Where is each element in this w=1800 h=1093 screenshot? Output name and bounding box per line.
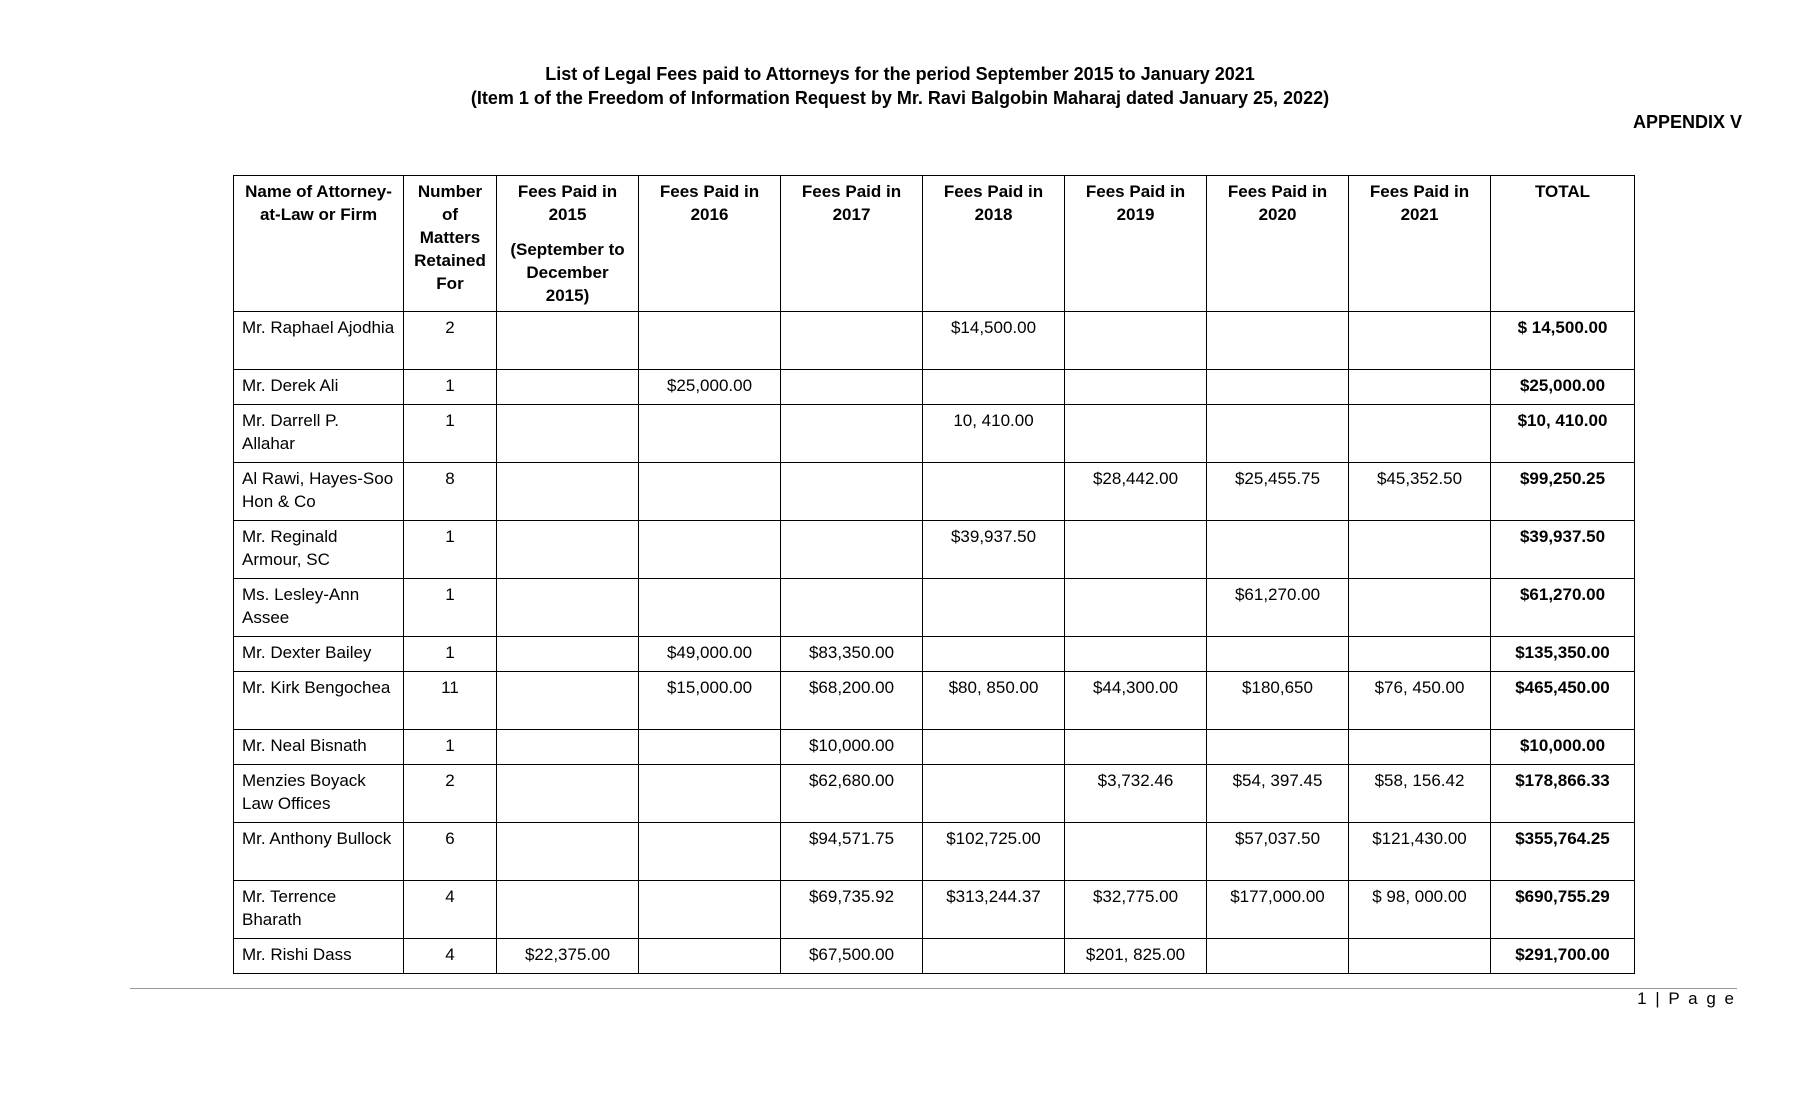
- cell-matters: 1: [404, 730, 497, 765]
- cell-matters: 2: [404, 765, 497, 823]
- table-row: [234, 521, 1635, 579]
- cell-fees-2017: [781, 370, 923, 405]
- cell-fees-2021: $45,352.50: [1349, 463, 1491, 521]
- header-total: TOTAL: [1491, 176, 1635, 312]
- table-body: [234, 312, 1635, 974]
- cell-total: $355,764.25: [1491, 823, 1635, 881]
- cell-name: Mr. Darrell P. Allahar: [234, 405, 404, 463]
- cell-fees-2017: [781, 312, 923, 370]
- cell-fees-2016: $49,000.00: [639, 637, 781, 672]
- cell-fees-2019: $32,775.00: [1065, 881, 1207, 939]
- cell-name: Mr. Derek Ali: [234, 370, 404, 405]
- table-row: [234, 463, 1635, 521]
- cell-fees-2015: [497, 637, 639, 672]
- cell-fees-2019: [1065, 370, 1207, 405]
- cell-fees-2015: [497, 405, 639, 463]
- cell-fees-2020: $57,037.50: [1207, 823, 1349, 881]
- cell-total: $178,866.33: [1491, 765, 1635, 823]
- table-row: [234, 765, 1635, 823]
- header-2018: Fees Paid in 2018: [923, 176, 1065, 312]
- header-2017: Fees Paid in 2017: [781, 176, 923, 312]
- cell-fees-2019: [1065, 823, 1207, 881]
- cell-fees-2016: [639, 521, 781, 579]
- cell-fees-2016: [639, 405, 781, 463]
- cell-fees-2021: $58, 156.42: [1349, 765, 1491, 823]
- cell-fees-2017: $94,571.75: [781, 823, 923, 881]
- table-row: [234, 823, 1635, 881]
- cell-fees-2018: 10, 410.00: [923, 405, 1065, 463]
- cell-fees-2021: [1349, 579, 1491, 637]
- cell-fees-2019: [1065, 521, 1207, 579]
- cell-fees-2021: [1349, 405, 1491, 463]
- cell-name: Mr. Rishi Dass: [234, 939, 404, 974]
- cell-fees-2015: [497, 730, 639, 765]
- table-row: [234, 730, 1635, 765]
- cell-fees-2021: [1349, 521, 1491, 579]
- cell-fees-2016: [639, 312, 781, 370]
- cell-fees-2021: [1349, 370, 1491, 405]
- cell-matters: 4: [404, 939, 497, 974]
- cell-fees-2016: [639, 823, 781, 881]
- cell-total: $ 14,500.00: [1491, 312, 1635, 370]
- cell-fees-2015: $22,375.00: [497, 939, 639, 974]
- table-row: [234, 370, 1635, 405]
- cell-fees-2018: [923, 765, 1065, 823]
- cell-fees-2018: $102,725.00: [923, 823, 1065, 881]
- table-row: [234, 405, 1635, 463]
- header-2020: Fees Paid in 2020: [1207, 176, 1349, 312]
- cell-fees-2020: [1207, 405, 1349, 463]
- cell-fees-2018: $14,500.00: [923, 312, 1065, 370]
- cell-fees-2020: [1207, 312, 1349, 370]
- cell-fees-2021: $121,430.00: [1349, 823, 1491, 881]
- cell-fees-2016: [639, 765, 781, 823]
- cell-fees-2017: [781, 405, 923, 463]
- cell-fees-2020: $61,270.00: [1207, 579, 1349, 637]
- table-row: [234, 881, 1635, 939]
- cell-matters: 6: [404, 823, 497, 881]
- cell-fees-2018: [923, 463, 1065, 521]
- table-row: [234, 672, 1635, 730]
- cell-fees-2015: [497, 672, 639, 730]
- cell-fees-2015: [497, 312, 639, 370]
- cell-total: $99,250.25: [1491, 463, 1635, 521]
- cell-fees-2021: $ 98, 000.00: [1349, 881, 1491, 939]
- cell-fees-2021: [1349, 939, 1491, 974]
- cell-fees-2017: $10,000.00: [781, 730, 923, 765]
- cell-fees-2019: [1065, 405, 1207, 463]
- cell-fees-2019: $28,442.00: [1065, 463, 1207, 521]
- header-name: Name of Attorney-at-Law or Firm: [234, 176, 404, 312]
- cell-fees-2019: $201, 825.00: [1065, 939, 1207, 974]
- cell-fees-2020: $54, 397.45: [1207, 765, 1349, 823]
- header-2015-label: Fees Paid in 2015: [517, 182, 618, 224]
- cell-fees-2018: [923, 637, 1065, 672]
- cell-fees-2017: $68,200.00: [781, 672, 923, 730]
- table-header-row: [234, 176, 1635, 312]
- cell-fees-2020: [1207, 521, 1349, 579]
- cell-total: $135,350.00: [1491, 637, 1635, 672]
- cell-fees-2016: $15,000.00: [639, 672, 781, 730]
- cell-fees-2019: [1065, 730, 1207, 765]
- cell-fees-2018: [923, 730, 1065, 765]
- cell-fees-2015: [497, 579, 639, 637]
- cell-fees-2020: [1207, 939, 1349, 974]
- cell-total: $25,000.00: [1491, 370, 1635, 405]
- cell-total: $690,755.29: [1491, 881, 1635, 939]
- page-number: 1 | P a g e: [1637, 989, 1736, 1008]
- cell-fees-2018: $313,244.37: [923, 881, 1065, 939]
- cell-name: Mr. Anthony Bullock: [234, 823, 404, 881]
- cell-fees-2018: [923, 370, 1065, 405]
- cell-fees-2015: [497, 370, 639, 405]
- cell-name: Mr. Reginald Armour, SC: [234, 521, 404, 579]
- cell-fees-2016: [639, 463, 781, 521]
- cell-fees-2017: $67,500.00: [781, 939, 923, 974]
- cell-fees-2021: [1349, 637, 1491, 672]
- cell-total: $465,450.00: [1491, 672, 1635, 730]
- appendix-label: APPENDIX V: [1632, 112, 1742, 132]
- cell-fees-2017: $83,350.00: [781, 637, 923, 672]
- cell-matters: 1: [404, 579, 497, 637]
- legal-fees-table: [233, 175, 1635, 974]
- cell-fees-2019: $3,732.46: [1065, 765, 1207, 823]
- footer-divider: [130, 988, 1737, 989]
- cell-name: Al Rawi, Hayes-Soo Hon & Co: [234, 463, 404, 521]
- table-row: [234, 312, 1635, 370]
- cell-fees-2018: [923, 579, 1065, 637]
- cell-fees-2016: [639, 579, 781, 637]
- cell-fees-2017: [781, 463, 923, 521]
- cell-fees-2019: [1065, 312, 1207, 370]
- table-row: [234, 939, 1635, 974]
- cell-fees-2020: [1207, 730, 1349, 765]
- cell-matters: 8: [404, 463, 497, 521]
- title-line-1: List of Legal Fees paid to Attorneys for the period September 2015 to January 2021: [545, 64, 1255, 84]
- cell-name: Mr. Neal Bisnath: [234, 730, 404, 765]
- header-2019: Fees Paid in 2019: [1065, 176, 1207, 312]
- table-row: [234, 579, 1635, 637]
- cell-total: $291,700.00: [1491, 939, 1635, 974]
- header-2016: Fees Paid in 2016: [639, 176, 781, 312]
- cell-fees-2015: [497, 765, 639, 823]
- cell-fees-2016: [639, 939, 781, 974]
- cell-matters: 1: [404, 521, 497, 579]
- header-2015-sub: (September to December 2015): [510, 240, 625, 305]
- cell-fees-2016: $25,000.00: [639, 370, 781, 405]
- cell-fees-2020: $180,650: [1207, 672, 1349, 730]
- cell-fees-2019: $44,300.00: [1065, 672, 1207, 730]
- cell-fees-2019: [1065, 579, 1207, 637]
- cell-name: Ms. Lesley-Ann Assee: [234, 579, 404, 637]
- cell-fees-2015: [497, 463, 639, 521]
- cell-fees-2017: $69,735.92: [781, 881, 923, 939]
- header-2015: [497, 176, 639, 312]
- cell-fees-2018: $39,937.50: [923, 521, 1065, 579]
- cell-fees-2015: [497, 823, 639, 881]
- cell-name: Mr. Kirk Bengochea: [234, 672, 404, 730]
- cell-name: Mr. Raphael Ajodhia: [234, 312, 404, 370]
- cell-fees-2020: $25,455.75: [1207, 463, 1349, 521]
- cell-fees-2016: [639, 730, 781, 765]
- cell-fees-2021: [1349, 730, 1491, 765]
- cell-fees-2021: [1349, 312, 1491, 370]
- cell-fees-2018: [923, 939, 1065, 974]
- cell-fees-2017: [781, 521, 923, 579]
- cell-fees-2016: [639, 881, 781, 939]
- header-2021: Fees Paid in 2021: [1349, 176, 1491, 312]
- cell-name: Mr. Terrence Bharath: [234, 881, 404, 939]
- cell-fees-2018: $80, 850.00: [923, 672, 1065, 730]
- cell-total: $39,937.50: [1491, 521, 1635, 579]
- cell-matters: 1: [404, 370, 497, 405]
- title-line-2: (Item 1 of the Freedom of Information Request by Mr. Ravi Balgobin Maharaj dated January 25, 2022): [470, 88, 1330, 108]
- document-title: [0, 62, 1800, 110]
- cell-matters: 1: [404, 405, 497, 463]
- cell-fees-2020: [1207, 637, 1349, 672]
- cell-total: $61,270.00: [1491, 579, 1635, 637]
- cell-matters: 4: [404, 881, 497, 939]
- cell-matters: 1: [404, 637, 497, 672]
- header-matters: Number of Matters Retained For: [404, 176, 497, 312]
- cell-name: Mr. Dexter Bailey: [234, 637, 404, 672]
- cell-name: Menzies Boyack Law Offices: [234, 765, 404, 823]
- cell-matters: 2: [404, 312, 497, 370]
- cell-fees-2017: [781, 579, 923, 637]
- cell-fees-2017: $62,680.00: [781, 765, 923, 823]
- cell-total: $10,000.00: [1491, 730, 1635, 765]
- table-row: [234, 637, 1635, 672]
- cell-fees-2021: $76, 450.00: [1349, 672, 1491, 730]
- cell-fees-2015: [497, 521, 639, 579]
- cell-fees-2019: [1065, 637, 1207, 672]
- cell-fees-2020: [1207, 370, 1349, 405]
- cell-total: $10, 410.00: [1491, 405, 1635, 463]
- cell-fees-2015: [497, 881, 639, 939]
- cell-fees-2020: $177,000.00: [1207, 881, 1349, 939]
- cell-matters: 11: [404, 672, 497, 730]
